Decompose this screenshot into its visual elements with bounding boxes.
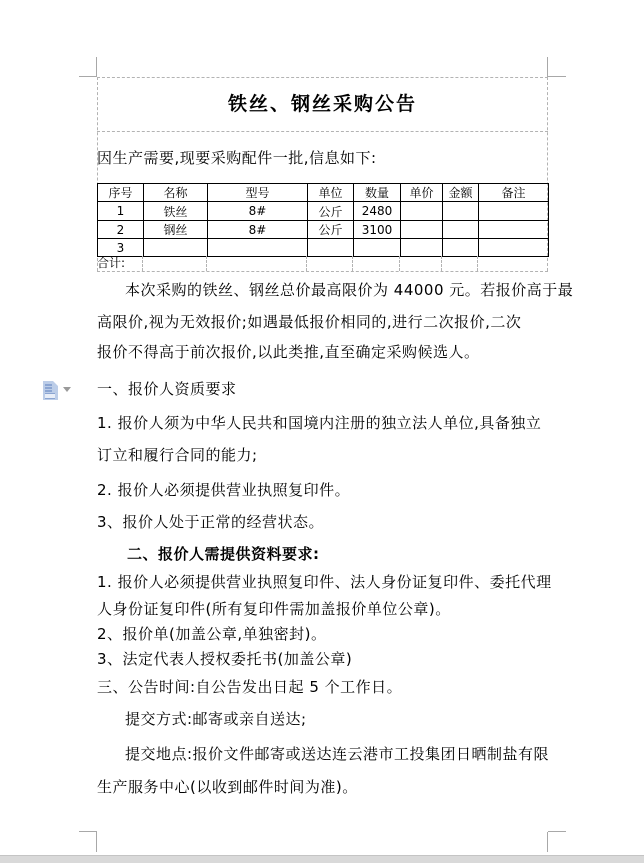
page-fold: [53, 381, 58, 386]
body-line: 人身份证复印件(所有复印件需加盖报价单位公章)。: [97, 600, 451, 618]
body-line: 高限价,视为无效报价;如遇最低报价相同的,进行二次报价,二次: [97, 313, 522, 331]
cell: [401, 221, 443, 239]
cell: 3: [98, 239, 144, 257]
header-cell: 型号: [208, 184, 308, 202]
section-heading-3: 三、公告时间:自公告发出日起 5 个工作日。: [97, 678, 403, 696]
cell: [144, 239, 208, 257]
total-label-cell: 合计:: [97, 256, 143, 271]
intro-text: 因生产需要,现要采购配件一批,信息如下:: [97, 149, 377, 167]
body-line: 提交地点:报价文件邮寄或送达连云港市工投集团日晒制盐有限: [125, 745, 550, 763]
crop-mark-bottom-right: [548, 831, 566, 832]
header-cell: 序号: [98, 184, 144, 202]
icon-box: [45, 393, 55, 399]
crop-mark-top-left: [96, 57, 97, 77]
text-boundary-bottom: [97, 271, 548, 272]
body-line: 本次采购的铁丝、钢丝总价最高限价为 44000 元。若报价高于最: [125, 281, 574, 299]
total-cell: [442, 256, 478, 271]
chevron-down-icon[interactable]: [63, 387, 71, 392]
cell: [443, 239, 479, 257]
cell: [308, 239, 354, 257]
table-header-row: [98, 184, 549, 202]
cell: [401, 202, 443, 221]
body-line: 2. 报价人必须提供营业执照复印件。: [97, 481, 351, 499]
crop-mark-bottom-left: [79, 831, 97, 832]
cell: [443, 202, 479, 221]
crop-mark-top-right: [548, 76, 566, 77]
header-cell: 数量: [354, 184, 401, 202]
total-cell: [478, 256, 548, 271]
section-heading-2: 二、报价人需提供资料要求:: [127, 545, 320, 563]
document-style-icon[interactable]: [43, 381, 58, 400]
body-line: 生产服务中心(以收到邮件时间为准)。: [97, 778, 358, 796]
cell: 公斤: [308, 202, 354, 221]
cell: [208, 239, 308, 257]
crop-mark-bottom-right: [547, 832, 548, 852]
cell: [479, 239, 549, 257]
crop-mark-bottom-left: [96, 832, 97, 852]
section-heading-1: 一、报价人资质要求: [97, 380, 237, 398]
icon-line: [45, 387, 52, 389]
cell: [354, 239, 401, 257]
header-cell: 名称: [144, 184, 208, 202]
procurement-table: [97, 183, 549, 257]
total-cell: [307, 256, 353, 271]
body-line: 3、报价人处于正常的经营状态。: [97, 513, 325, 531]
cell: 铁丝: [144, 202, 208, 221]
header-cell: 单价: [401, 184, 443, 202]
cell: 8#: [208, 202, 308, 221]
total-cell: [400, 256, 442, 271]
header-cell: 单位: [308, 184, 354, 202]
window-background-strip: [0, 855, 644, 863]
icon-line: [45, 390, 52, 392]
cell: 3100: [354, 221, 401, 239]
body-line: 1. 报价人必须提供营业执照复印件、法人身份证复印件、委托代理: [97, 573, 552, 591]
total-cell: [143, 256, 207, 271]
cell: 2: [98, 221, 144, 239]
table-row: [98, 239, 549, 257]
header-cell: 备注: [479, 184, 549, 202]
table-row: [98, 221, 549, 239]
cell: [479, 202, 549, 221]
cell: [401, 239, 443, 257]
cell: 公斤: [308, 221, 354, 239]
crop-mark-top-right: [547, 57, 548, 77]
body-line: 提交方式:邮寄或亲自送达;: [125, 710, 307, 728]
crop-mark-top-left: [79, 76, 97, 77]
header-cell: 金额: [443, 184, 479, 202]
cell: 2480: [354, 202, 401, 221]
cell: 8#: [208, 221, 308, 239]
cell: [443, 221, 479, 239]
body-line: 报价不得高于前次报价,以此类推,直至确定采购候选人。: [97, 343, 480, 361]
cell: 钢丝: [144, 221, 208, 239]
title-block-divider: [97, 131, 548, 132]
table-row: [98, 202, 549, 221]
total-cell: [207, 256, 307, 271]
cell: [479, 221, 549, 239]
body-line: 1. 报价人须为中华人民共和国境内注册的独立法人单位,具备独立: [97, 414, 542, 432]
body-line: 3、法定代表人授权委托书(加盖公章): [97, 650, 353, 668]
table-total-row: [97, 256, 548, 271]
body-line: 2、报价单(加盖公章,单独密封)。: [97, 625, 327, 643]
body-line: 订立和履行合同的能力;: [97, 446, 258, 464]
total-cell: [353, 256, 400, 271]
icon-line: [45, 384, 52, 386]
document-title: 铁丝、钢丝采购公告: [227, 93, 417, 115]
cell: 1: [98, 202, 144, 221]
